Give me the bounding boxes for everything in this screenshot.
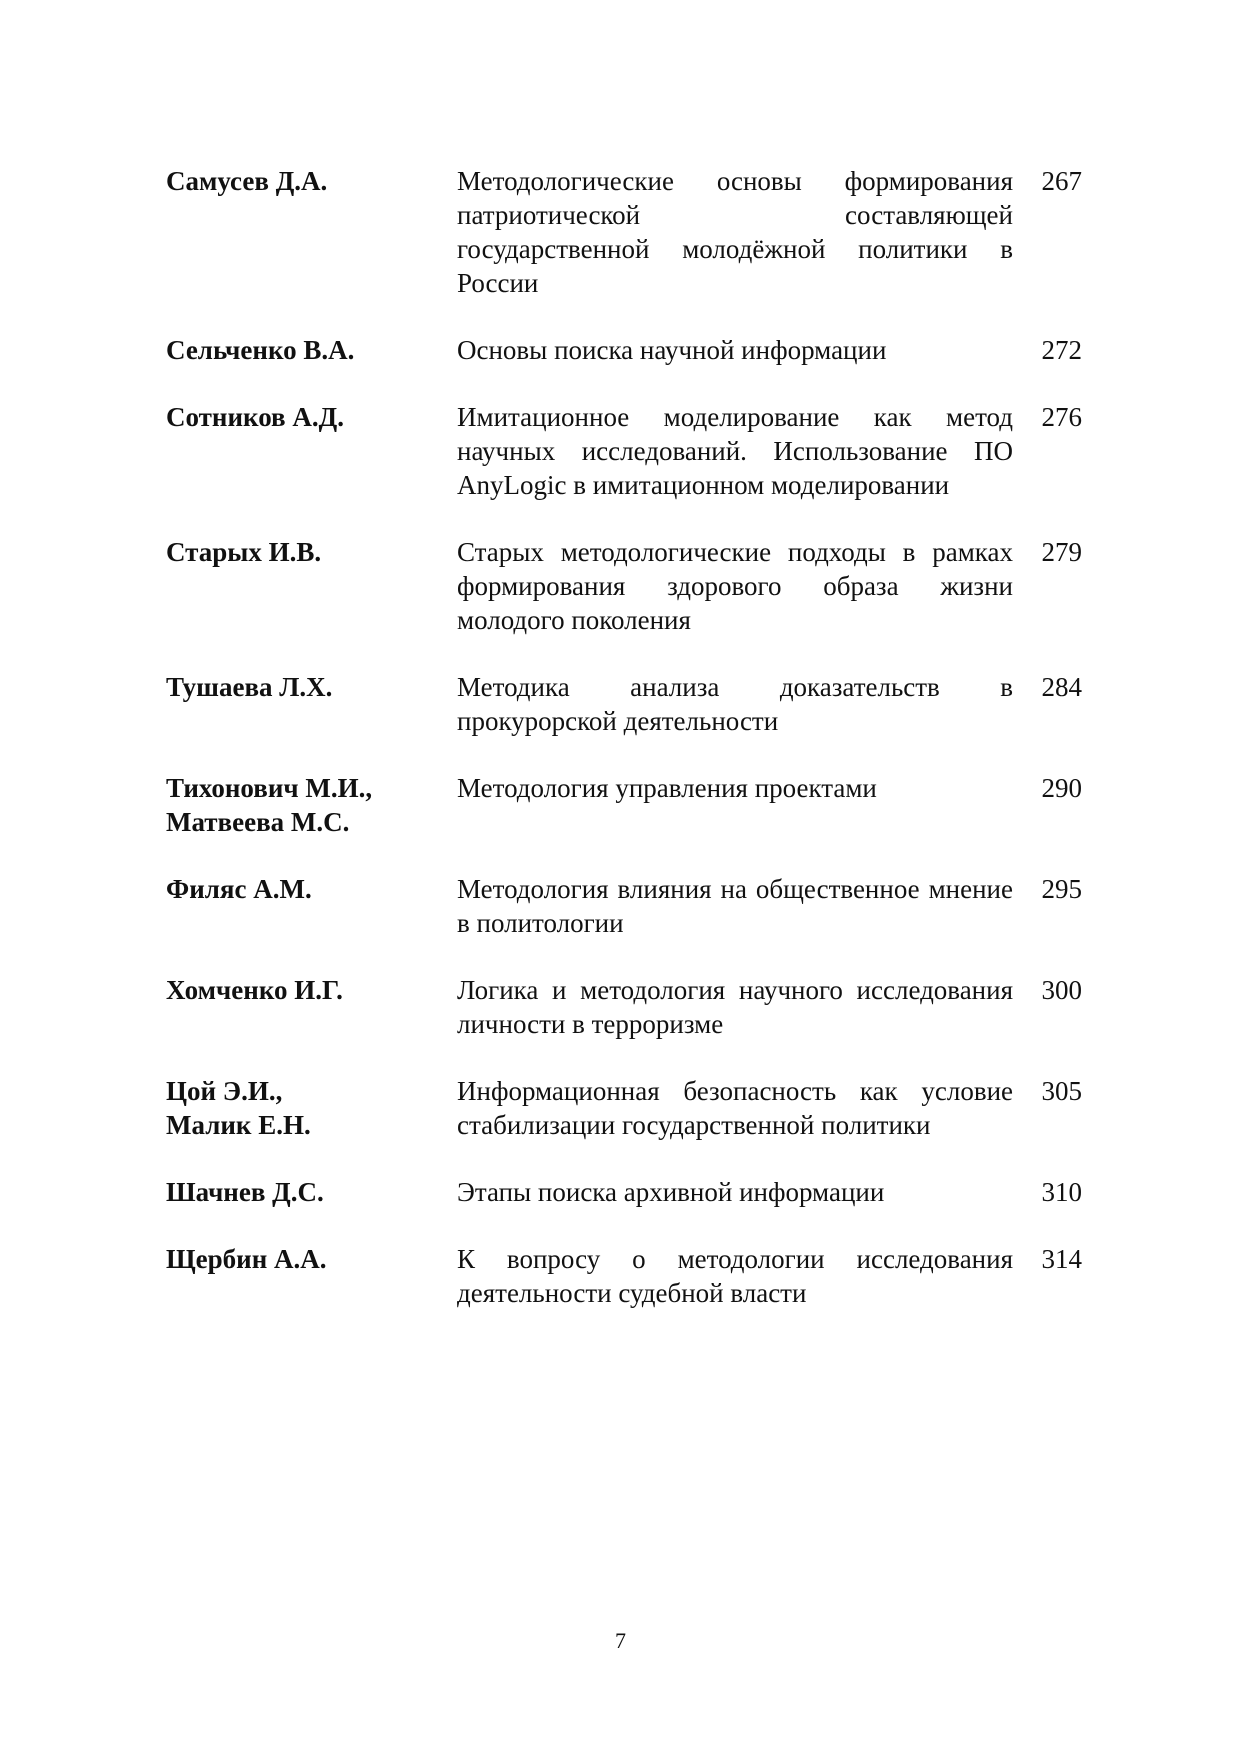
entry-title: Методология управления проектами <box>457 773 877 803</box>
toc-entry <box>166 771 1082 839</box>
toc-entry <box>166 164 1082 300</box>
entry-authors <box>166 535 457 569</box>
author-name: Цой Э.И., <box>166 1076 283 1106</box>
toc-entry <box>166 1242 1082 1310</box>
entry-page-number: 276 <box>1041 402 1082 432</box>
entry-page-number: 284 <box>1041 672 1082 702</box>
author-name: Тихонович М.И., <box>166 773 373 803</box>
author-name: Самусев Д.А. <box>166 166 328 196</box>
toc-entry <box>166 973 1082 1041</box>
author-name: Щербин А.А. <box>166 1244 327 1274</box>
entry-authors <box>166 1074 457 1142</box>
entry-authors <box>166 400 457 434</box>
entry-page-number: 295 <box>1041 874 1082 904</box>
entry-title: Методология влияния на общественное мнение в политологии <box>457 874 1013 938</box>
entry-authors <box>166 333 457 367</box>
entry-page-number: 314 <box>1041 1244 1082 1274</box>
author-name: Тушаева Л.Х. <box>166 672 333 702</box>
toc-entry <box>166 872 1082 940</box>
author-name: Сотников А.Д. <box>166 402 344 432</box>
entry-title: Методологические основы формирования патриотической составляющей государственной молодёжной политики в России <box>457 166 1013 298</box>
author-name: Хомченко И.Г. <box>166 975 343 1005</box>
entry-title: Методика анализа доказательств в прокурорской деятельности <box>457 672 1013 736</box>
entry-page-number: 300 <box>1041 975 1082 1005</box>
entry-page-number: 279 <box>1041 537 1082 567</box>
entry-authors <box>166 973 457 1007</box>
entry-page-number: 305 <box>1041 1076 1082 1106</box>
table-of-contents <box>166 164 1082 1343</box>
author-name: Малик Е.Н. <box>166 1110 311 1140</box>
entry-title: Имитационное моделирование как метод научных исследований. Использование ПО AnyLogic в имитационном моделировании <box>457 402 1013 500</box>
entry-title: Старых методологические подходы в рамках формирования здорового образа жизни молодого поколения <box>457 537 1013 635</box>
toc-entry <box>166 1074 1082 1142</box>
author-name: Филяс А.М. <box>166 874 312 904</box>
entry-authors <box>166 1242 457 1276</box>
entry-authors <box>166 872 457 906</box>
entry-authors <box>166 670 457 704</box>
entry-page-number: 272 <box>1041 335 1082 365</box>
toc-entry <box>166 670 1082 738</box>
entry-title: К вопросу о методологии исследования деятельности судебной власти <box>457 1244 1013 1308</box>
entry-page-number: 310 <box>1041 1177 1082 1207</box>
toc-entry <box>166 400 1082 502</box>
toc-entry <box>166 535 1082 637</box>
author-name: Сельченко В.А. <box>166 335 355 365</box>
author-name: Шачнев Д.С. <box>166 1177 324 1207</box>
toc-entry <box>166 333 1082 367</box>
entry-page-number: 267 <box>1041 166 1082 196</box>
entry-title: Этапы поиска архивной информации <box>457 1177 885 1207</box>
author-name: Матвеева М.С. <box>166 807 350 837</box>
entry-title: Основы поиска научной информации <box>457 335 887 365</box>
entry-authors <box>166 164 457 198</box>
entry-title: Логика и методология научного исследования личности в терроризме <box>457 975 1013 1039</box>
footer-page-number: 7 <box>615 1628 626 1653</box>
toc-entry <box>166 1175 1082 1209</box>
entry-title: Информационная безопасность как условие стабилизации государственной политики <box>457 1076 1013 1140</box>
entry-authors <box>166 1175 457 1209</box>
entry-page-number: 290 <box>1041 773 1082 803</box>
author-name: Старых И.В. <box>166 537 322 567</box>
entry-authors <box>166 771 457 839</box>
